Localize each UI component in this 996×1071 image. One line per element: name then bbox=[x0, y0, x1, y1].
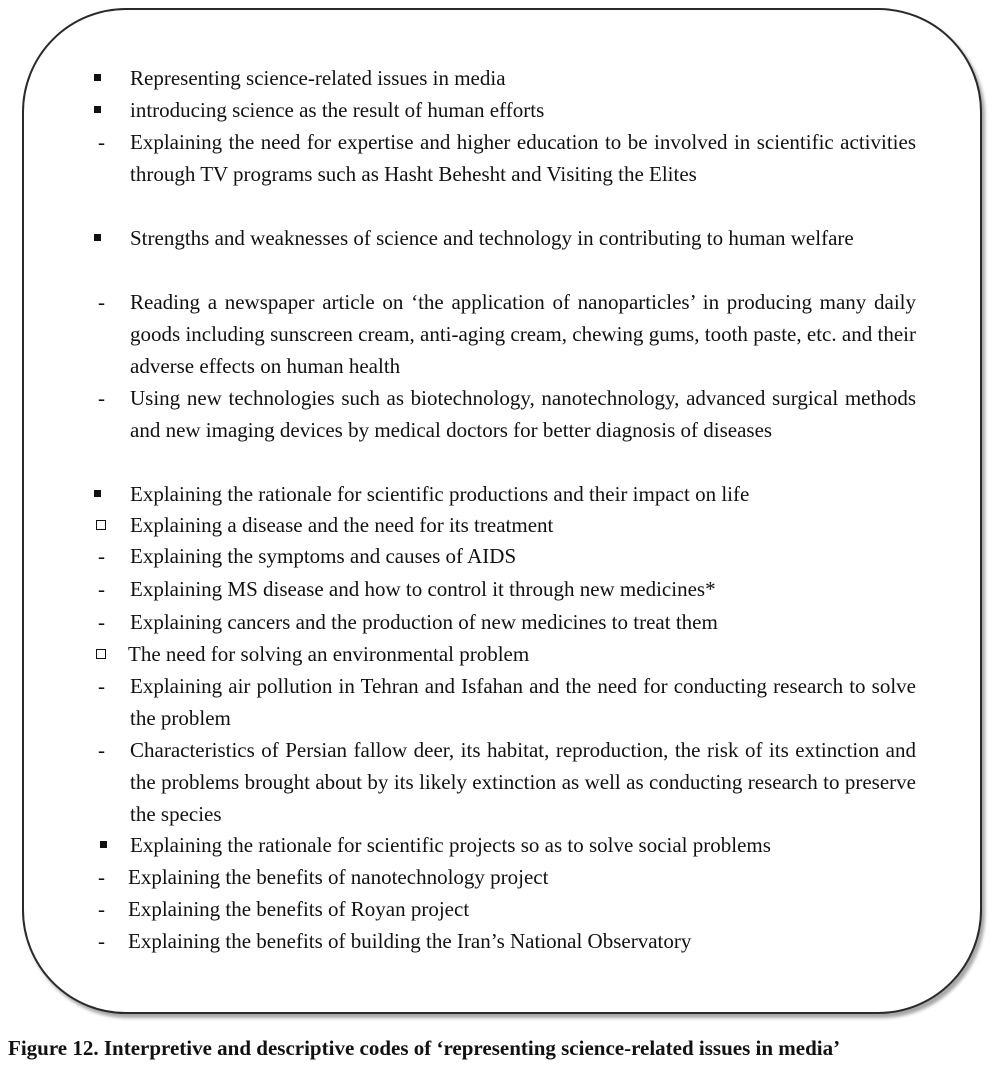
dash-bullet-icon: - bbox=[98, 130, 105, 154]
list-item: Explaining a disease and the need for its treatment bbox=[130, 513, 554, 537]
dash-bullet-icon: - bbox=[98, 386, 105, 410]
dash-bullet-icon: - bbox=[98, 290, 105, 314]
square-bullet-icon bbox=[94, 490, 101, 497]
dash-bullet-icon: - bbox=[98, 674, 105, 698]
square-bullet-icon bbox=[94, 106, 101, 113]
dash-bullet-icon: - bbox=[98, 865, 105, 889]
list-item: introducing science as the result of human efforts bbox=[130, 98, 545, 122]
list-item: Explaining the symptoms and causes of AIDS bbox=[130, 544, 517, 568]
square-bullet-icon bbox=[100, 841, 107, 848]
list-item: Characteristics of Persian fallow deer, its habitat, reproduction, the risk of its extinction and the problems brought about by its likely extinction as well as conducting research to preserve the species bbox=[130, 738, 916, 826]
open-square-bullet-icon bbox=[96, 520, 106, 530]
list-item: Using new technologies such as biotechnology, nanotechnology, advanced surgical methods and new imaging devices by medical doctors for better diagnosis of diseases bbox=[130, 386, 916, 442]
dash-bullet-icon: - bbox=[98, 897, 105, 921]
list-item: Explaining the rationale for scientific projects so as to solve social problems bbox=[130, 833, 771, 857]
list-item: Explaining the need for expertise and higher education to be involved in scientific activities through TV programs such as Hasht Behesht and Visiting the Elites bbox=[130, 130, 916, 186]
open-square-bullet-icon bbox=[96, 649, 106, 659]
dash-bullet-icon: - bbox=[98, 610, 105, 634]
list-item: Strengths and weaknesses of science and technology in contributing to human welfare bbox=[130, 226, 854, 250]
list-item: Explaining MS disease and how to control it through new medicines* bbox=[130, 577, 716, 601]
list-item: Explaining the benefits of Royan project bbox=[128, 897, 470, 921]
dash-bullet-icon: - bbox=[98, 544, 105, 568]
square-bullet-icon bbox=[94, 234, 101, 241]
figure-caption: Figure 12. Interpretive and descriptive codes of ‘representing science-related issues in media’ bbox=[8, 1036, 841, 1060]
list-item: Reading a newspaper article on ‘the application of nanoparticles’ in producing many daily goods including sunscreen cream, anti-aging cream, chewing gums, tooth paste, etc. and their adverse effects on human health bbox=[130, 290, 916, 378]
dash-bullet-icon: - bbox=[98, 929, 105, 953]
dash-bullet-icon: - bbox=[98, 738, 105, 762]
square-bullet-icon bbox=[94, 74, 101, 81]
list-item: Explaining cancers and the production of new medicines to treat them bbox=[130, 610, 718, 634]
list-item: Explaining air pollution in Tehran and Isfahan and the need for conducting research to solve the problem bbox=[130, 674, 916, 730]
list-item: Explaining the benefits of nanotechnology project bbox=[128, 865, 549, 889]
list-item: Explaining the benefits of building the Iran’s National Observatory bbox=[128, 929, 692, 953]
list-item: The need for solving an environmental problem bbox=[128, 642, 530, 666]
list-item: Representing science-related issues in media bbox=[130, 66, 506, 90]
list-item: Explaining the rationale for scientific productions and their impact on life bbox=[130, 482, 750, 506]
dash-bullet-icon: - bbox=[98, 577, 105, 601]
